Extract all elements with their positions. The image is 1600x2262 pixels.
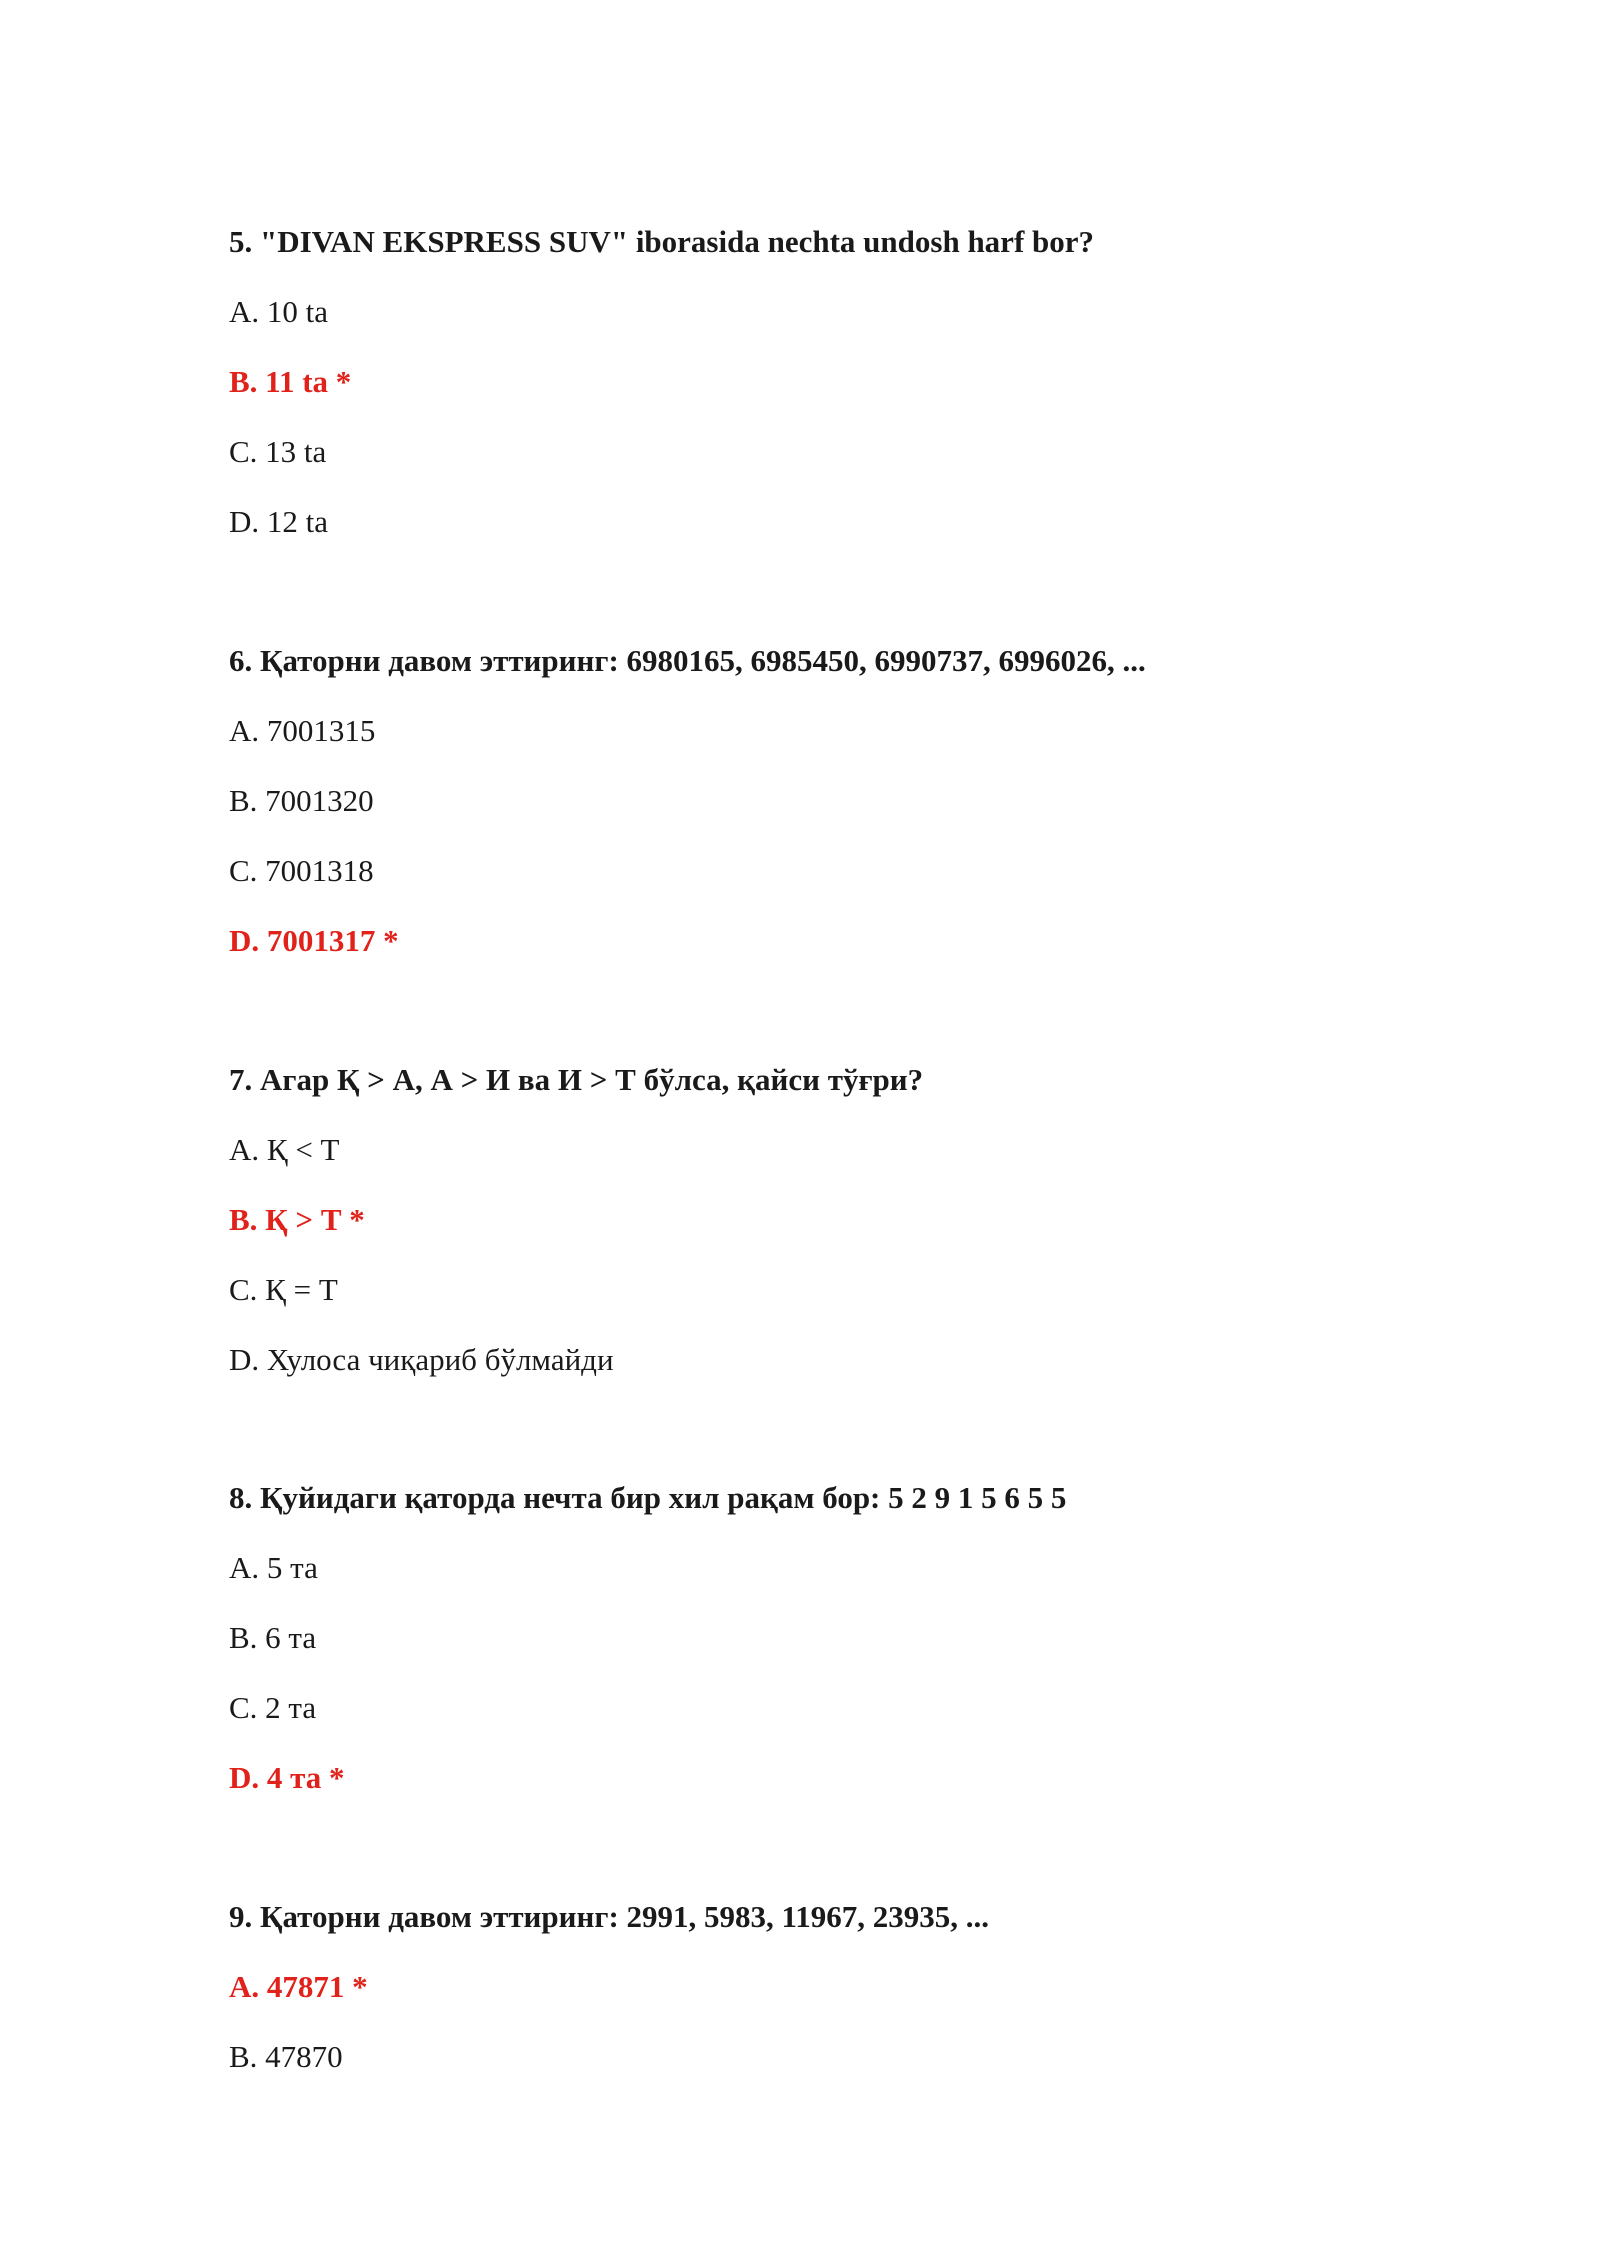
question-8-option-a: A. 5 та <box>229 1550 318 1585</box>
question-7-option-b-correct: B. Қ > Т * <box>229 1202 365 1237</box>
question-8-option-d-correct: D. 4 та * <box>229 1760 345 1795</box>
question-7-option-c: C. Қ = Т <box>229 1272 338 1307</box>
question-7-option-d: D. Хулоса чиқариб бўлмайди <box>229 1342 614 1377</box>
question-6-option-a: A. 7001315 <box>229 713 376 748</box>
question-5-option-a: A. 10 ta <box>229 294 329 329</box>
question-7-option-a: A. Қ < Т <box>229 1132 340 1167</box>
question-5-text: 5. "DIVAN EKSPRESS SUV" iborasida nechta undosh harf bor? <box>229 224 1095 259</box>
question-6-text: 6. Қаторни давом эттиринг: 6980165, 6985450, 6990737, 6996026, ... <box>229 643 1146 678</box>
document-page <box>229 0 1489 2262</box>
question-6-option-b: B. 7001320 <box>229 783 374 818</box>
question-5-option-d: D. 12 ta <box>229 504 329 539</box>
question-5-option-b-correct: B. 11 ta * <box>229 364 352 399</box>
question-7-text: 7. Агар Қ > А, А > И ва И > Т бўлса, қайси тўғри? <box>229 1062 924 1097</box>
question-8-option-c: C. 2 та <box>229 1690 317 1725</box>
question-9-option-b: B. 47870 <box>229 2039 343 2074</box>
question-8-option-b: B. 6 та <box>229 1620 317 1655</box>
question-6-option-d-correct: D. 7001317 * <box>229 923 399 958</box>
question-5-option-c: C. 13 ta <box>229 434 327 469</box>
question-9-text: 9. Қаторни давом эттиринг: 2991, 5983, 11967, 23935, ... <box>229 1899 990 1934</box>
question-6-option-c: C. 7001318 <box>229 853 374 888</box>
question-8-text: 8. Қуйидаги қаторда нечта бир хил рақам бор: 5 2 9 1 5 6 5 5 <box>229 1480 1067 1515</box>
question-9-option-a-correct: A. 47871 * <box>229 1969 368 2004</box>
